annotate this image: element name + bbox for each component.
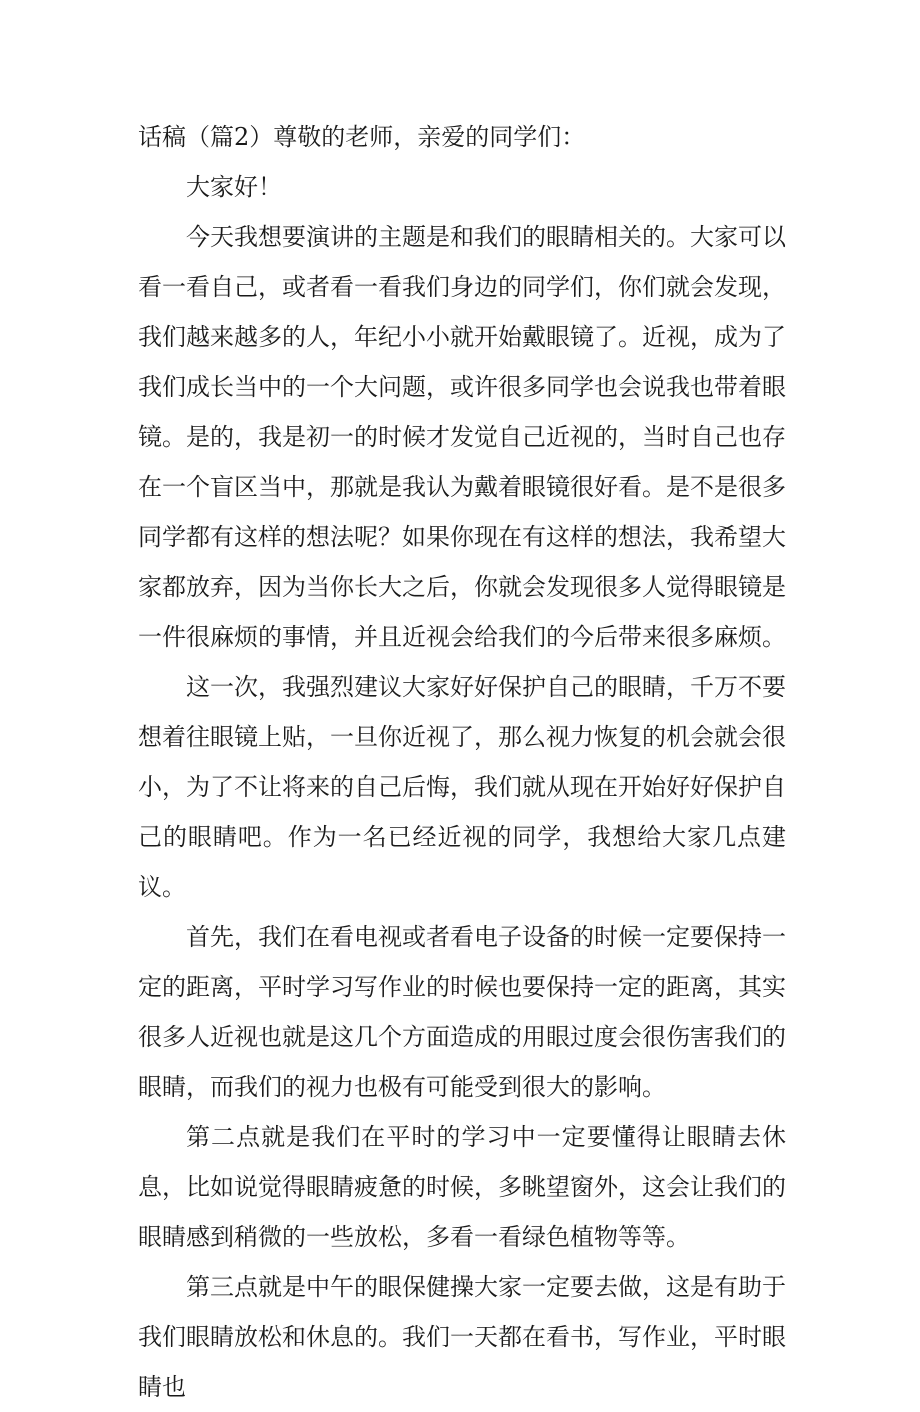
body-paragraph-advice-intro: 这一次，我强烈建议大家好好保护自己的眼睛，千万不要想着往眼镜上贴，一旦你近视了，那么视力恢复的机会就会很小，为了不让将来的自己后悔，我们就从现在开始好好保护自己的眼睛吧。作为一名已经近视的同学，我想给大家几点建议。 bbox=[138, 673, 786, 901]
body-paragraph-third-tip: 第三点就是中午的眼保健操大家一定要去做，这是有助于我们眼睛放松和休息的。我们一天都在看书，写作业，平时眼睛也 bbox=[138, 1273, 786, 1401]
body-paragraph-second-tip: 第二点就是我们在平时的学习中一定要懂得让眼睛去休息，比如说觉得眼睛疲惫的时候，多眺望窗外，这会让我们的眼睛感到稍微的一些放松，多看一看绿色植物等等。 bbox=[138, 1123, 786, 1251]
body-paragraph-first-tip: 首先，我们在看电视或者看电子设备的时候一定要保持一定的距离，平时学习写作业的时候也要保持一定的距离，其实很多人近视也就是这几个方面造成的用眼过度会很伤害我们的眼睛，而我们的视力也极有可能受到很大的影响。 bbox=[138, 923, 786, 1101]
document-body bbox=[138, 112, 786, 1412]
body-paragraph-topic: 今天我想要演讲的主题是和我们的眼睛相关的。大家可以看一看自己，或者看一看我们身边的同学们，你们就会发现，我们越来越多的人，年纪小小就开始戴眼镜了。近视，成为了我们成长当中的一个大问题，或许很多同学也会说我也带着眼镜。是的，我是初一的时候才发觉自己近视的，当时自己也存在一个盲区当中，那就是我认为戴着眼镜很好看。是不是很多同学都有这样的想法呢？如果你现在有这样的想法，我希望大家都放弃，因为当你长大之后，你就会发现很多人觉得眼镜是一件很麻烦的事情，并且近视会给我们的今后带来很多麻烦。 bbox=[138, 223, 786, 651]
opening-line: 话稿（篇2）尊敬的老师，亲爱的同学们： bbox=[138, 123, 586, 151]
greeting-paragraph: 大家好！ bbox=[186, 173, 282, 201]
